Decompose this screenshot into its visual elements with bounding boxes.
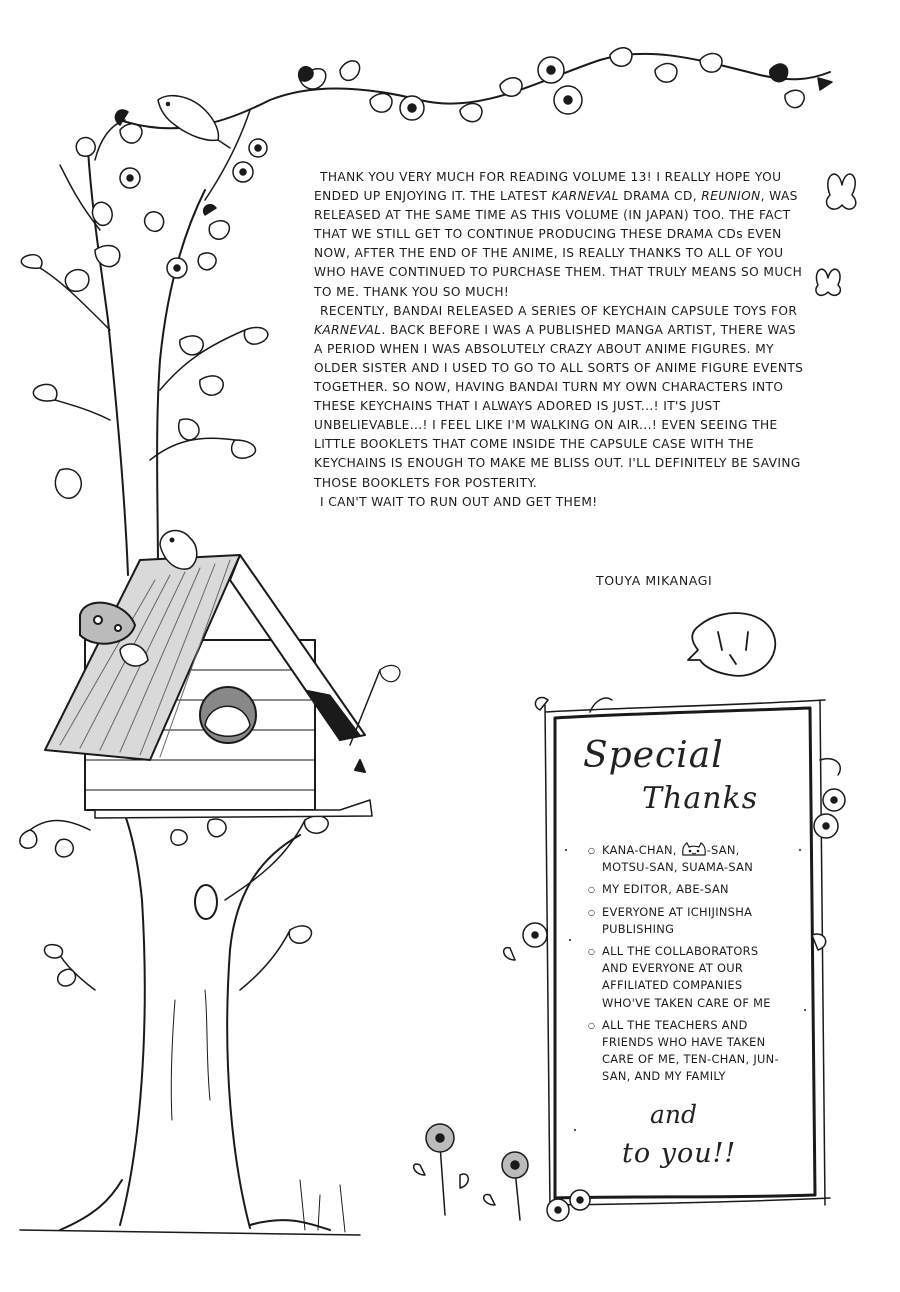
list-item: ○ ALL THE COLLABORATORS AND EVERYONE AT OUR AFFILIATED COMPANIES WHO'VE TAKEN CARE OF ME — [588, 943, 788, 1012]
list-item: ○ MY EDITOR, ABE-SAN — [588, 881, 788, 898]
letter-title-emphasis: KARNEVAL — [551, 189, 619, 204]
list-item-text: KANA-CHAN, — [602, 843, 681, 857]
cat-face-icon — [681, 842, 707, 857]
letter-paragraph-2 — [314, 302, 804, 493]
letter-text: DRAMA CD, — [618, 189, 702, 204]
letter-paragraph-1 — [314, 168, 804, 302]
special-thanks-title: Special — [583, 735, 724, 776]
list-item-text: -SAN, MOTSU-SAN, SUAMA-SAN — [602, 843, 754, 875]
list-item: ○ ALL THE TEACHERS AND FRIENDS WHO HAVE TAKEN CARE OF ME, TEN-CHAN, JUN-SAN, AND MY FAMILY — [588, 1017, 788, 1086]
special-thanks-title-line2: Thanks — [642, 781, 759, 816]
closing-and: and — [650, 1100, 698, 1129]
butterfly-icon — [816, 174, 856, 295]
letter-title-emphasis: KARNEVAL — [314, 322, 382, 337]
ground-flowers-illustration — [300, 1124, 528, 1232]
afterword-letter — [314, 168, 804, 512]
author-signature: TOUYA MIKANAGI — [596, 573, 713, 588]
special-thanks-list — [588, 842, 788, 1091]
letter-text: THANK YOU VERY MUCH FOR READING VOLUME 13! I REALLY HOPE YOU ENDED UP ENJOYING IT. THE LATEST — [314, 170, 782, 204]
list-item — [588, 842, 788, 876]
letter-title-emphasis: REUNION — [701, 189, 761, 204]
letter-text: . BACK BEFORE I WAS A PUBLISHED MANGA ARTIST, THERE WAS A PERIOD WHEN I WAS ABSOLUTELY CRAZY ABOUT ANIME FIGURES. MY OLDER SISTER AND I USED TO GO TO ALL SORTS OF ANIME FIGURE EVENTS TOGETHER. SO NOW, HAVING BANDAI TURN MY OWN CHARACTERS INTO THESE KEYCHAINS THAT I ALWAYS ADORED IS JUST...! IT'S JUST UNBELIEVABLE...! I FEEL LIKE I'M WALKING ON AIR...! EVEN SEEING THE LITTLE BOOKLETS THAT COME INSIDE THE CAPSULE CASE WITH THE KEYCHAINS IS ENOUGH TO MAKE ME BLISS OUT. I'LL DEFINITELY BE SAVING THOSE BOOKLETS FOR POSTERITY. — [314, 322, 804, 490]
speech-bubble-face-icon — [688, 613, 775, 676]
closing-to-you: to you!! — [622, 1138, 737, 1169]
birdhouse-illustration — [45, 531, 400, 818]
letter-text: RECENTLY, BANDAI RELEASED A SERIES OF KEYCHAIN CAPSULE TOYS FOR — [320, 303, 798, 318]
letter-paragraph-3: I CAN'T WAIT TO RUN OUT AND GET THEM! — [320, 494, 598, 509]
letter-text: , WAS RELEASED AT THE SAME TIME AS THIS VOLUME (IN JAPAN) TOO. THE FACT THAT WE STILL GET TO CONTINUE PRODUCING THESE DRAMA CDs EVEN NOW, AFTER THE END OF THE ANIME, IS REALLY THANKS TO ALL OF YOU WHO HAVE CONTINUED TO PURCHASE THEM. THAT TRULY MEANS SO MUCH TO ME. THANK YOU SO MUCH! — [314, 189, 803, 299]
list-item: ○ EVERYONE AT ICHIJINSHA PUBLISHING — [588, 904, 788, 938]
